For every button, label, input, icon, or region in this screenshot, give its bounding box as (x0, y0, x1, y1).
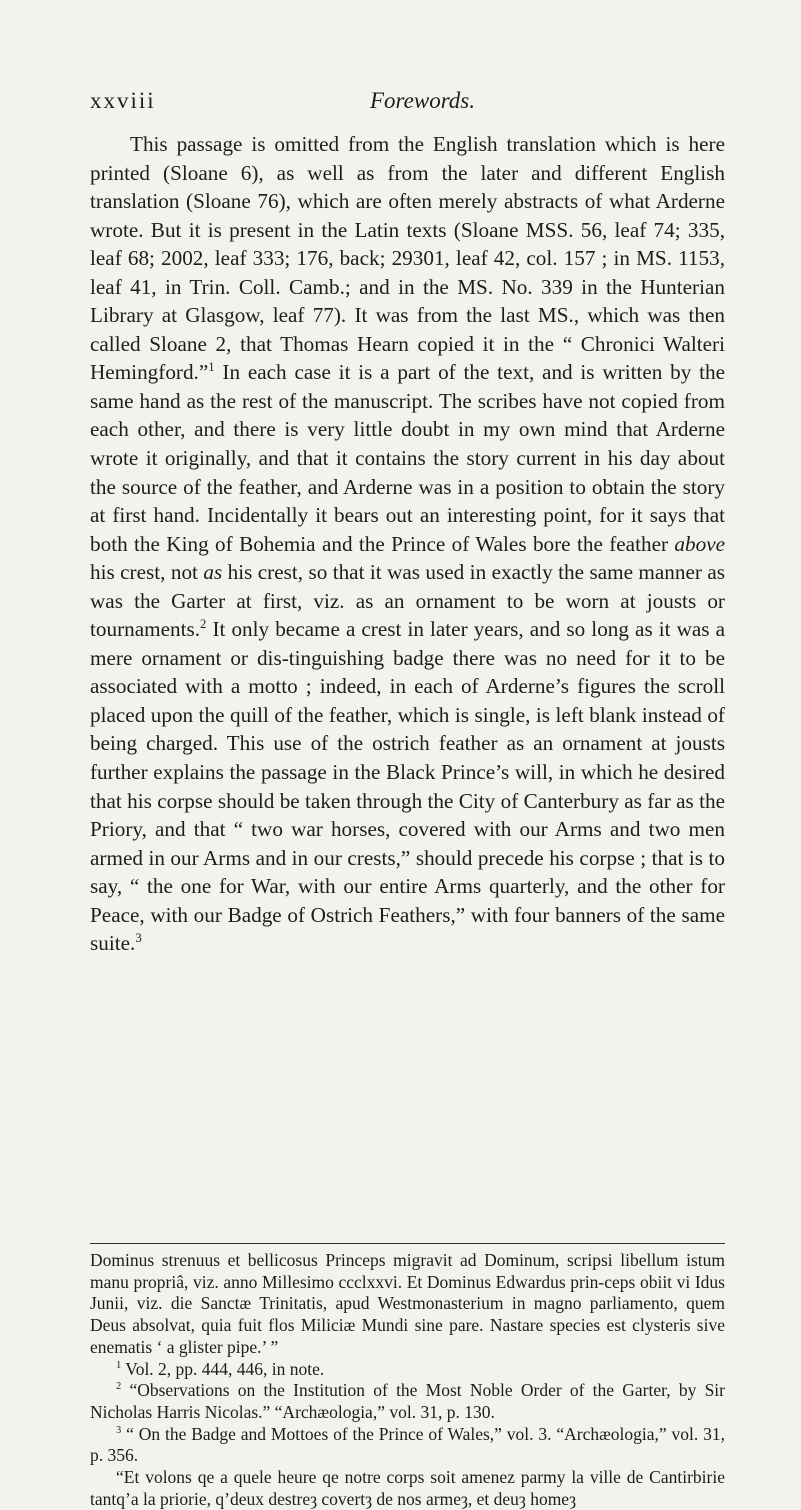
footnote-divider (90, 1243, 725, 1244)
page-header (90, 88, 720, 118)
footnote-latin-continuation: Dominus strenuus et bellicosus Princeps migravit ad Dominum, scripsi libellum istum manu propriâ, viz. anno Millesimo ccclxxvi. Et Dominus Edwardus prin-ceps obiit vi Idus Junii, viz. die Sanctæ Trinitatis, apud Westmonasterium in magno parliamento, quem Deus absolvat, quia fuit flos Miliciæ Mundi sine pare. Nastare species est clysteris sive enematis ‘ a glister pipe.’ ” (90, 1250, 725, 1357)
body-text-part-5: It only became a crest in later years, and so long as it was a mere ornament or dis-tinguishing badge there was no need for it to be associated with a motto ; indeed, in each of Arderne’s figures the scroll placed upon the quill of the feather, which is single, is left blank instead of being charged. This use of the ostrich feather as an ornament at jousts further explains the passage in the Black Prince’s will, in which he desired that his corpse should be taken through the City of Canterbury as far as the Priory, and that “ two war horses, covered with our Arms and two men armed in our Arms and in our crests,” should precede his corpse ; that is to say, “ the one for War, with our entire Arms quarterly, and the other for Peace, with our Badge of Ostrich Feathers,” with four banners of the same suite. (90, 617, 725, 956)
footnote-3-mark: 3 (116, 1424, 122, 1436)
body-text-part-3: his crest, not (90, 560, 204, 585)
footnote-3-text: “ On the Badge and Mottoes of the Prince of Wales,” vol. 3. “Archæologia,” vol. 31, p. 356. (90, 1423, 725, 1466)
emphasis-above: above (674, 531, 725, 556)
footnote-2 (90, 1380, 725, 1423)
footnote-ref-2: 2 (200, 617, 207, 632)
body-text-part-1: This passage is omitted from the English translation which is here printed (Sloane 6), as well as from the later and different English translation (Sloane 76), which are often merely abstracts of what Arderne wrote. But it is present in the Latin texts (Sloane MSS. 56, leaf 74; 335, leaf 68; 2002, leaf 333; 176, back; 29301, leaf 42, col. 157 ; in MS. 1153, leaf 41, in Trin. Coll. Camb.; and in the MS. No. 339 in the Hunterian Library at Glasgow, leaf 77). It was from the last MS., which was then called Sloane 2, that Thomas Hearn copied it in the “ Chronici Walteri Hemingford.” (90, 132, 725, 385)
body-paragraph (90, 130, 725, 958)
footnotes (90, 1250, 725, 1510)
footnote-2-text: “Observations on the Institution of the Most Noble Order of the Garter, by Sir Nicholas Harris Nicolas.” “Archæologia,” vol. 31, p. 130. (90, 1380, 725, 1422)
page-number: xxviii (90, 88, 156, 113)
footnote-1-text: Vol. 2, pp. 444, 446, in note. (121, 1358, 325, 1379)
body-text-part-4: his crest, so that it was used in exactly the same manner as was the Garter at first, viz. as an ornament to be worn at jousts or tournaments. (90, 560, 725, 642)
footnote-ref-1: 1 (208, 360, 215, 375)
footnote-french-quote: “Et volons qe a quele heure qe notre corps soit amenez parmy la ville de Cantirbirie tantq’a la priorie, q’deux destreȝ covertȝ de nos armeȝ, et deuȝ homeȝ (90, 1467, 725, 1509)
footnote-3 (90, 1424, 725, 1467)
footnote-ref-3: 3 (135, 931, 142, 946)
main-text (90, 130, 725, 958)
footnote-1 (90, 1359, 725, 1381)
body-text-part-2: In each case it is a part of the text, and is written by the same hand as the rest of the manuscript. The scribes have not copied from each other, and there is very little doubt in my own mind that Arderne wrote it originally, and that it contains the story current in his day about the source of the feather, and Arderne was in a position to obtain the story at first hand. Incidentally it bears out an interesting point, for it says that both the King of Bohemia and the Prince of Wales bore the feather (90, 360, 725, 556)
emphasis-as: as (203, 560, 223, 585)
running-title: Forewords. (370, 88, 475, 113)
footnote-1-mark: 1 (116, 1359, 122, 1371)
footnote-2-mark: 2 (116, 1381, 122, 1393)
